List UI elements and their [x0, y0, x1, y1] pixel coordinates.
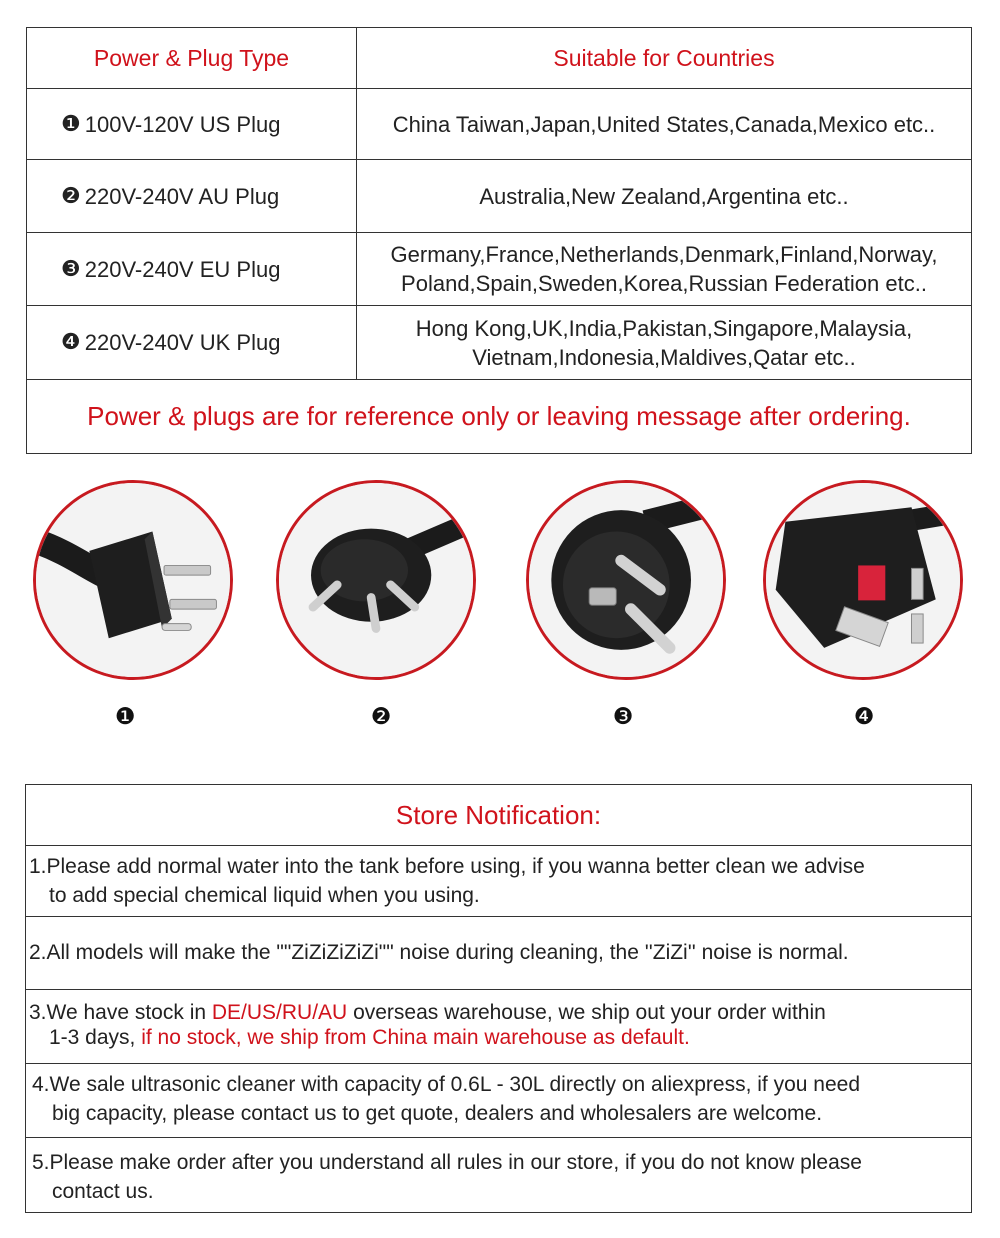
- note-1: [26, 846, 971, 917]
- countries-uk-line1: Hong Kong,UK,India,Pakistan,Singapore,Malaysia,: [415, 315, 913, 341]
- note-2: [26, 917, 971, 990]
- note-3-default-warehouse: if no stock, we ship from China main warehouse as default.: [141, 1026, 690, 1049]
- note-5: [26, 1138, 971, 1212]
- plug-type-uk: 220V-240V UK Plug: [84, 330, 281, 355]
- header-countries: Suitable for Countries: [553, 44, 775, 71]
- uk-plug-icon: [763, 480, 963, 680]
- note-5-line1: 5.Please make order after you understand all rules in our store, if you do not know please: [32, 1151, 862, 1174]
- plug-image-uk: [763, 480, 969, 730]
- note-1-line1: 1.Please add normal water into the tank before using, if you wanna better clean we advise: [29, 855, 865, 878]
- countries-us: China Taiwan,Japan,United States,Canada,Mexico etc..: [392, 111, 936, 137]
- plug-image-au: [276, 480, 482, 730]
- plug-images: [0, 480, 1000, 740]
- note-4: [26, 1064, 971, 1138]
- table-row: [27, 160, 971, 233]
- plug-image-us: [33, 480, 239, 730]
- table-row: [27, 306, 971, 380]
- plug-type-table: [26, 27, 972, 454]
- plug-number-label-4: ❹: [853, 704, 875, 730]
- countries-au: Australia,New Zealand,Argentina etc..: [479, 183, 849, 209]
- plug-type-us: 100V-120V US Plug: [84, 111, 281, 137]
- plug-type-au: 220V-240V AU Plug: [84, 183, 280, 209]
- header-plug-type: Power & Plug Type: [93, 44, 290, 71]
- note-3-line2a: 1-3 days,: [49, 1026, 142, 1049]
- plug-image-eu: [526, 480, 732, 730]
- note-1-line2: to add special chemical liquid when you using.: [49, 884, 480, 907]
- countries-uk-line2: Vietnam,Indonesia,Maldives,Qatar etc..: [472, 344, 856, 370]
- store-notification-title: Store Notification:: [26, 785, 971, 846]
- eu-plug-icon: [526, 480, 726, 680]
- plug-type-eu: 220V-240V EU Plug: [84, 256, 281, 282]
- note-3-line1b: overseas warehouse, we ship out your order within: [347, 1001, 826, 1024]
- reference-note: Power & plugs are for reference only or leaving message after ordering.: [87, 401, 911, 431]
- plug-number-2: ❷: [61, 183, 81, 209]
- plug-number-4: ❹: [61, 330, 81, 355]
- plug-number-label-2: ❷: [370, 704, 392, 730]
- note-3-warehouses: DE/US/RU/AU: [211, 1001, 348, 1024]
- store-notification: [25, 784, 972, 1213]
- us-plug-icon: [33, 480, 233, 680]
- table-header-row: [27, 28, 971, 89]
- countries-eu-line1: Germany,France,Netherlands,Denmark,Finland,Norway,: [390, 242, 938, 267]
- plug-number-label-3: ❸: [612, 704, 634, 730]
- au-plug-icon: [276, 480, 476, 680]
- countries-eu-line2: Poland,Spain,Sweden,Korea,Russian Federation etc..: [401, 271, 927, 296]
- table-row: [27, 89, 971, 160]
- plug-number-1: ❶: [61, 111, 81, 137]
- plug-number-label-1: ❶: [114, 704, 136, 730]
- note-4-line1: 4.We sale ultrasonic cleaner with capacity of 0.6L - 30L directly on aliexpress, if you need: [32, 1073, 860, 1096]
- note-4-line2: big capacity, please contact us to get quote, dealers and wholesalers are welcome.: [52, 1102, 823, 1125]
- plug-number-3: ❸: [61, 256, 81, 282]
- note-3-line1a: 3.We have stock in: [29, 1001, 212, 1024]
- note-5-line2: contact us.: [52, 1180, 154, 1203]
- note-2-line1: 2.All models will make the ""ZiZiZiZiZi"" noise during cleaning, the ''ZiZi'' noise is normal.: [29, 941, 849, 964]
- note-3: [26, 990, 971, 1064]
- table-row: [27, 233, 971, 306]
